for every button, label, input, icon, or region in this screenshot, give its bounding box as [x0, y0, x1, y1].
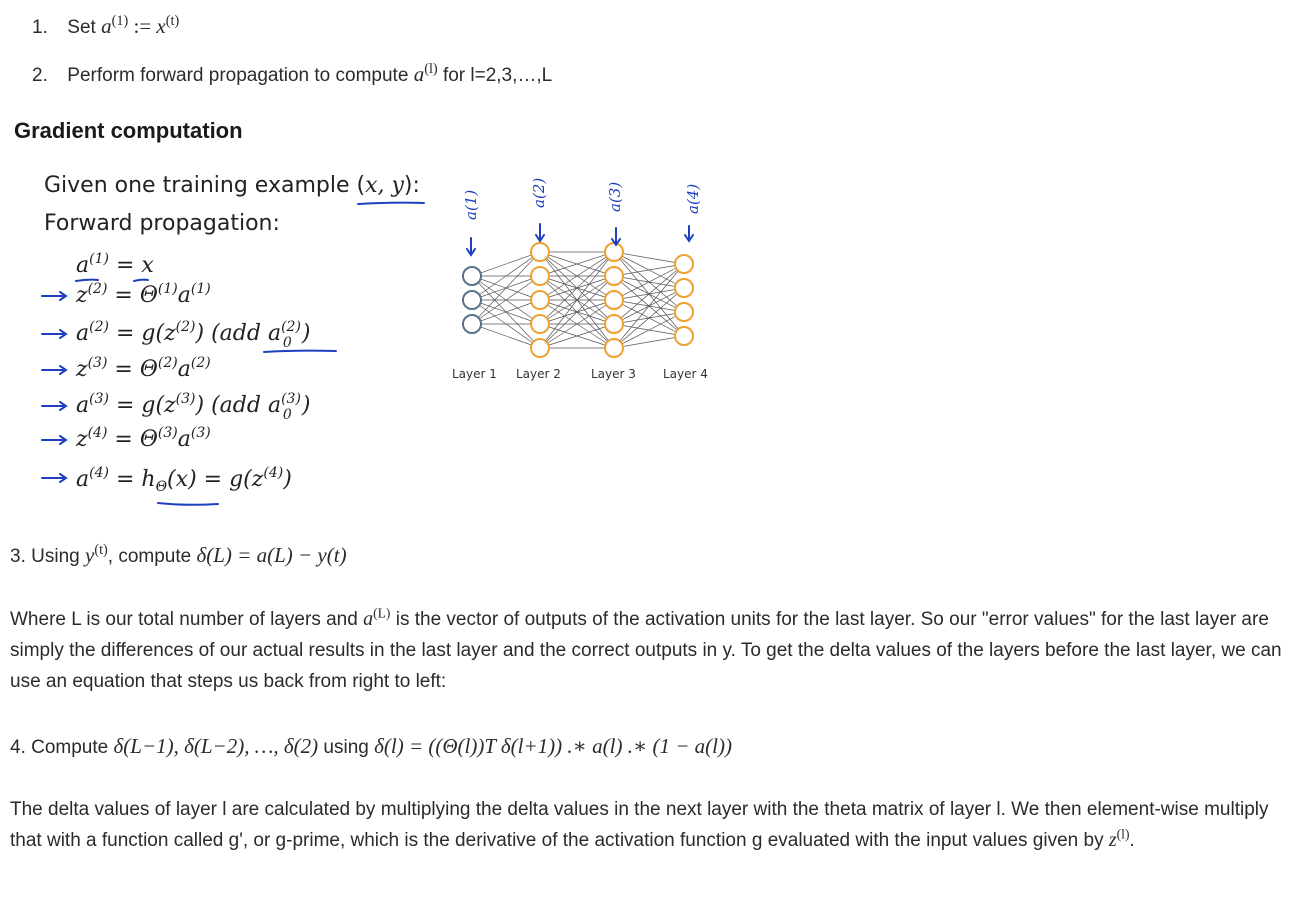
- layer-label-1: Layer 1: [452, 367, 497, 381]
- paragraph-2-text: The delta values of layer l are calculated by multiplying the delta values in the next layer with the theta matrix of layer l. We then element-wise multiply that with a function called g', or g-prime, which is the derivative of the activation function g evaluated with the input values given by: [10, 799, 1269, 851]
- step-2: [32, 62, 552, 87]
- layer-annotation-3: a(3): [606, 181, 624, 212]
- arrow-icon: [42, 366, 66, 374]
- equation-z4: $z^{(4)} = \Theta^{(3)}a^{(3)}$: [76, 425, 211, 452]
- network-node: [531, 243, 549, 261]
- network-node: [531, 339, 549, 357]
- step-4-mid: using: [323, 737, 369, 758]
- equation-z3: $z^{(3)} = \Theta^{(2)}a^{(2)}$: [76, 355, 211, 382]
- step-2-var: $a^{(l)}$: [413, 61, 438, 86]
- gradient-computation-heading: Gradient computation: [14, 118, 243, 143]
- network-node: [531, 291, 549, 309]
- network-node: [605, 315, 623, 333]
- arrow-icon: [42, 292, 66, 300]
- arrow-icon: [42, 474, 66, 482]
- down-arrow-icon: [536, 224, 544, 241]
- step-3-y: $y^{(t)}$: [84, 542, 108, 567]
- network-edge: [614, 312, 684, 348]
- paragraph-1: [10, 604, 1300, 697]
- network-node: [605, 339, 623, 357]
- intro-line-2: Forward propagation:: [44, 211, 280, 236]
- network-edge: [614, 264, 684, 348]
- step-1-formula: $a^{(1)}$ := $x^{(t)}$: [101, 13, 180, 38]
- down-arrow-icon: [612, 228, 620, 245]
- network-node: [675, 255, 693, 273]
- network-node: [605, 243, 623, 261]
- arrow-icon: [42, 436, 66, 444]
- down-arrow-icon: [685, 226, 693, 241]
- forward-propagation-figure: [36, 168, 736, 508]
- underline-h: [158, 503, 218, 505]
- equation-a1: $a^{(1)} = x$: [76, 251, 154, 278]
- paragraph-2: [10, 794, 1300, 856]
- network-edge: [614, 252, 684, 264]
- neural-network-diagram: [463, 243, 693, 357]
- intro-line-1: Given one training example (x, y):: [44, 173, 420, 198]
- arrow-icon: [42, 330, 66, 338]
- network-node: [675, 303, 693, 321]
- network-node: [675, 279, 693, 297]
- network-edge: [614, 264, 684, 276]
- step-3-text: 3. Using: [10, 546, 80, 567]
- arrow-icon: [42, 402, 66, 410]
- network-node: [531, 267, 549, 285]
- step-4-formula: δ(l) = ((Θ(l))T δ(l+1)) .∗ a(l) .∗ (1 − a(l)): [374, 734, 732, 758]
- network-node: [675, 327, 693, 345]
- layer-annotation-2: a(2): [530, 177, 548, 208]
- paragraph-2-var: $z^{(l)}$: [1108, 826, 1130, 851]
- paragraph-2-end: .: [1129, 830, 1135, 851]
- network-node: [463, 291, 481, 309]
- network-edge: [472, 252, 540, 324]
- underline-x: [134, 280, 148, 281]
- step-2-text: Perform forward propagation to compute: [67, 65, 409, 86]
- network-node: [605, 291, 623, 309]
- step-3: [10, 543, 347, 568]
- network-edge: [472, 252, 540, 276]
- paragraph-1-var: $a^{(L)}$: [363, 605, 391, 630]
- network-edge: [614, 264, 684, 300]
- layer-annotation-1: a(1): [462, 189, 480, 220]
- step-3-formula: δ(L) = a(L) − y(t): [196, 543, 347, 567]
- step-4: [10, 734, 732, 759]
- step-2-number: 2.: [32, 65, 48, 86]
- equation-a2: $a^{(2)} = g(z^{(2)})$ (add $a^{(2)}$ 0 ): [76, 319, 311, 351]
- layer-label-2: Layer 2: [516, 367, 561, 381]
- network-node: [531, 315, 549, 333]
- step-2-suffix: for l=2,3,…,L: [442, 65, 553, 86]
- handwritten-arrows: [42, 292, 66, 482]
- paragraph-1-part-2: is the vector of outputs of the activation units for the last layer. So our "error values" for the last layer are simply the differences of our actual results in the last layer and the correct outputs in y. To get the delta values of the layers before the last layer, we can use an equation that steps us back from right to left:: [10, 609, 1282, 692]
- equation-list: [75, 251, 336, 505]
- step-3-mid: , compute: [107, 546, 192, 567]
- network-edge: [614, 336, 684, 348]
- equation-z2: $z^{(2)} = \Theta^{(1)}a^{(1)}$: [76, 281, 211, 308]
- equation-a3: $a^{(3)} = g(z^{(3)})$ (add $a^{(3)}$ 0 ): [76, 391, 311, 423]
- step-1-text: Set: [67, 17, 96, 38]
- network-node: [463, 315, 481, 333]
- step-1: [32, 14, 179, 39]
- layer-label-3: Layer 3: [591, 367, 636, 381]
- layer-label-4: Layer 4: [663, 367, 708, 381]
- network-edge: [614, 264, 684, 324]
- down-arrow-icon: [467, 238, 475, 255]
- underline-add-a2: [264, 351, 336, 352]
- paragraph-1-part-1: Where L is our total number of layers and: [10, 609, 358, 630]
- network-edge: [472, 324, 540, 348]
- network-edge: [614, 288, 684, 348]
- step-1-number: 1.: [32, 17, 48, 38]
- step-4-text: 4. Compute: [10, 737, 109, 758]
- network-node: [463, 267, 481, 285]
- step-4-deltas: δ(L−1), δ(L−2), …, δ(2): [113, 734, 319, 758]
- layer-annotation-4: a(4): [684, 183, 702, 214]
- network-node: [605, 267, 623, 285]
- equation-a4: $a^{(4)} = h_\Theta(x) = g(z^{(4)})$: [76, 465, 292, 495]
- underline-xy: [358, 203, 424, 204]
